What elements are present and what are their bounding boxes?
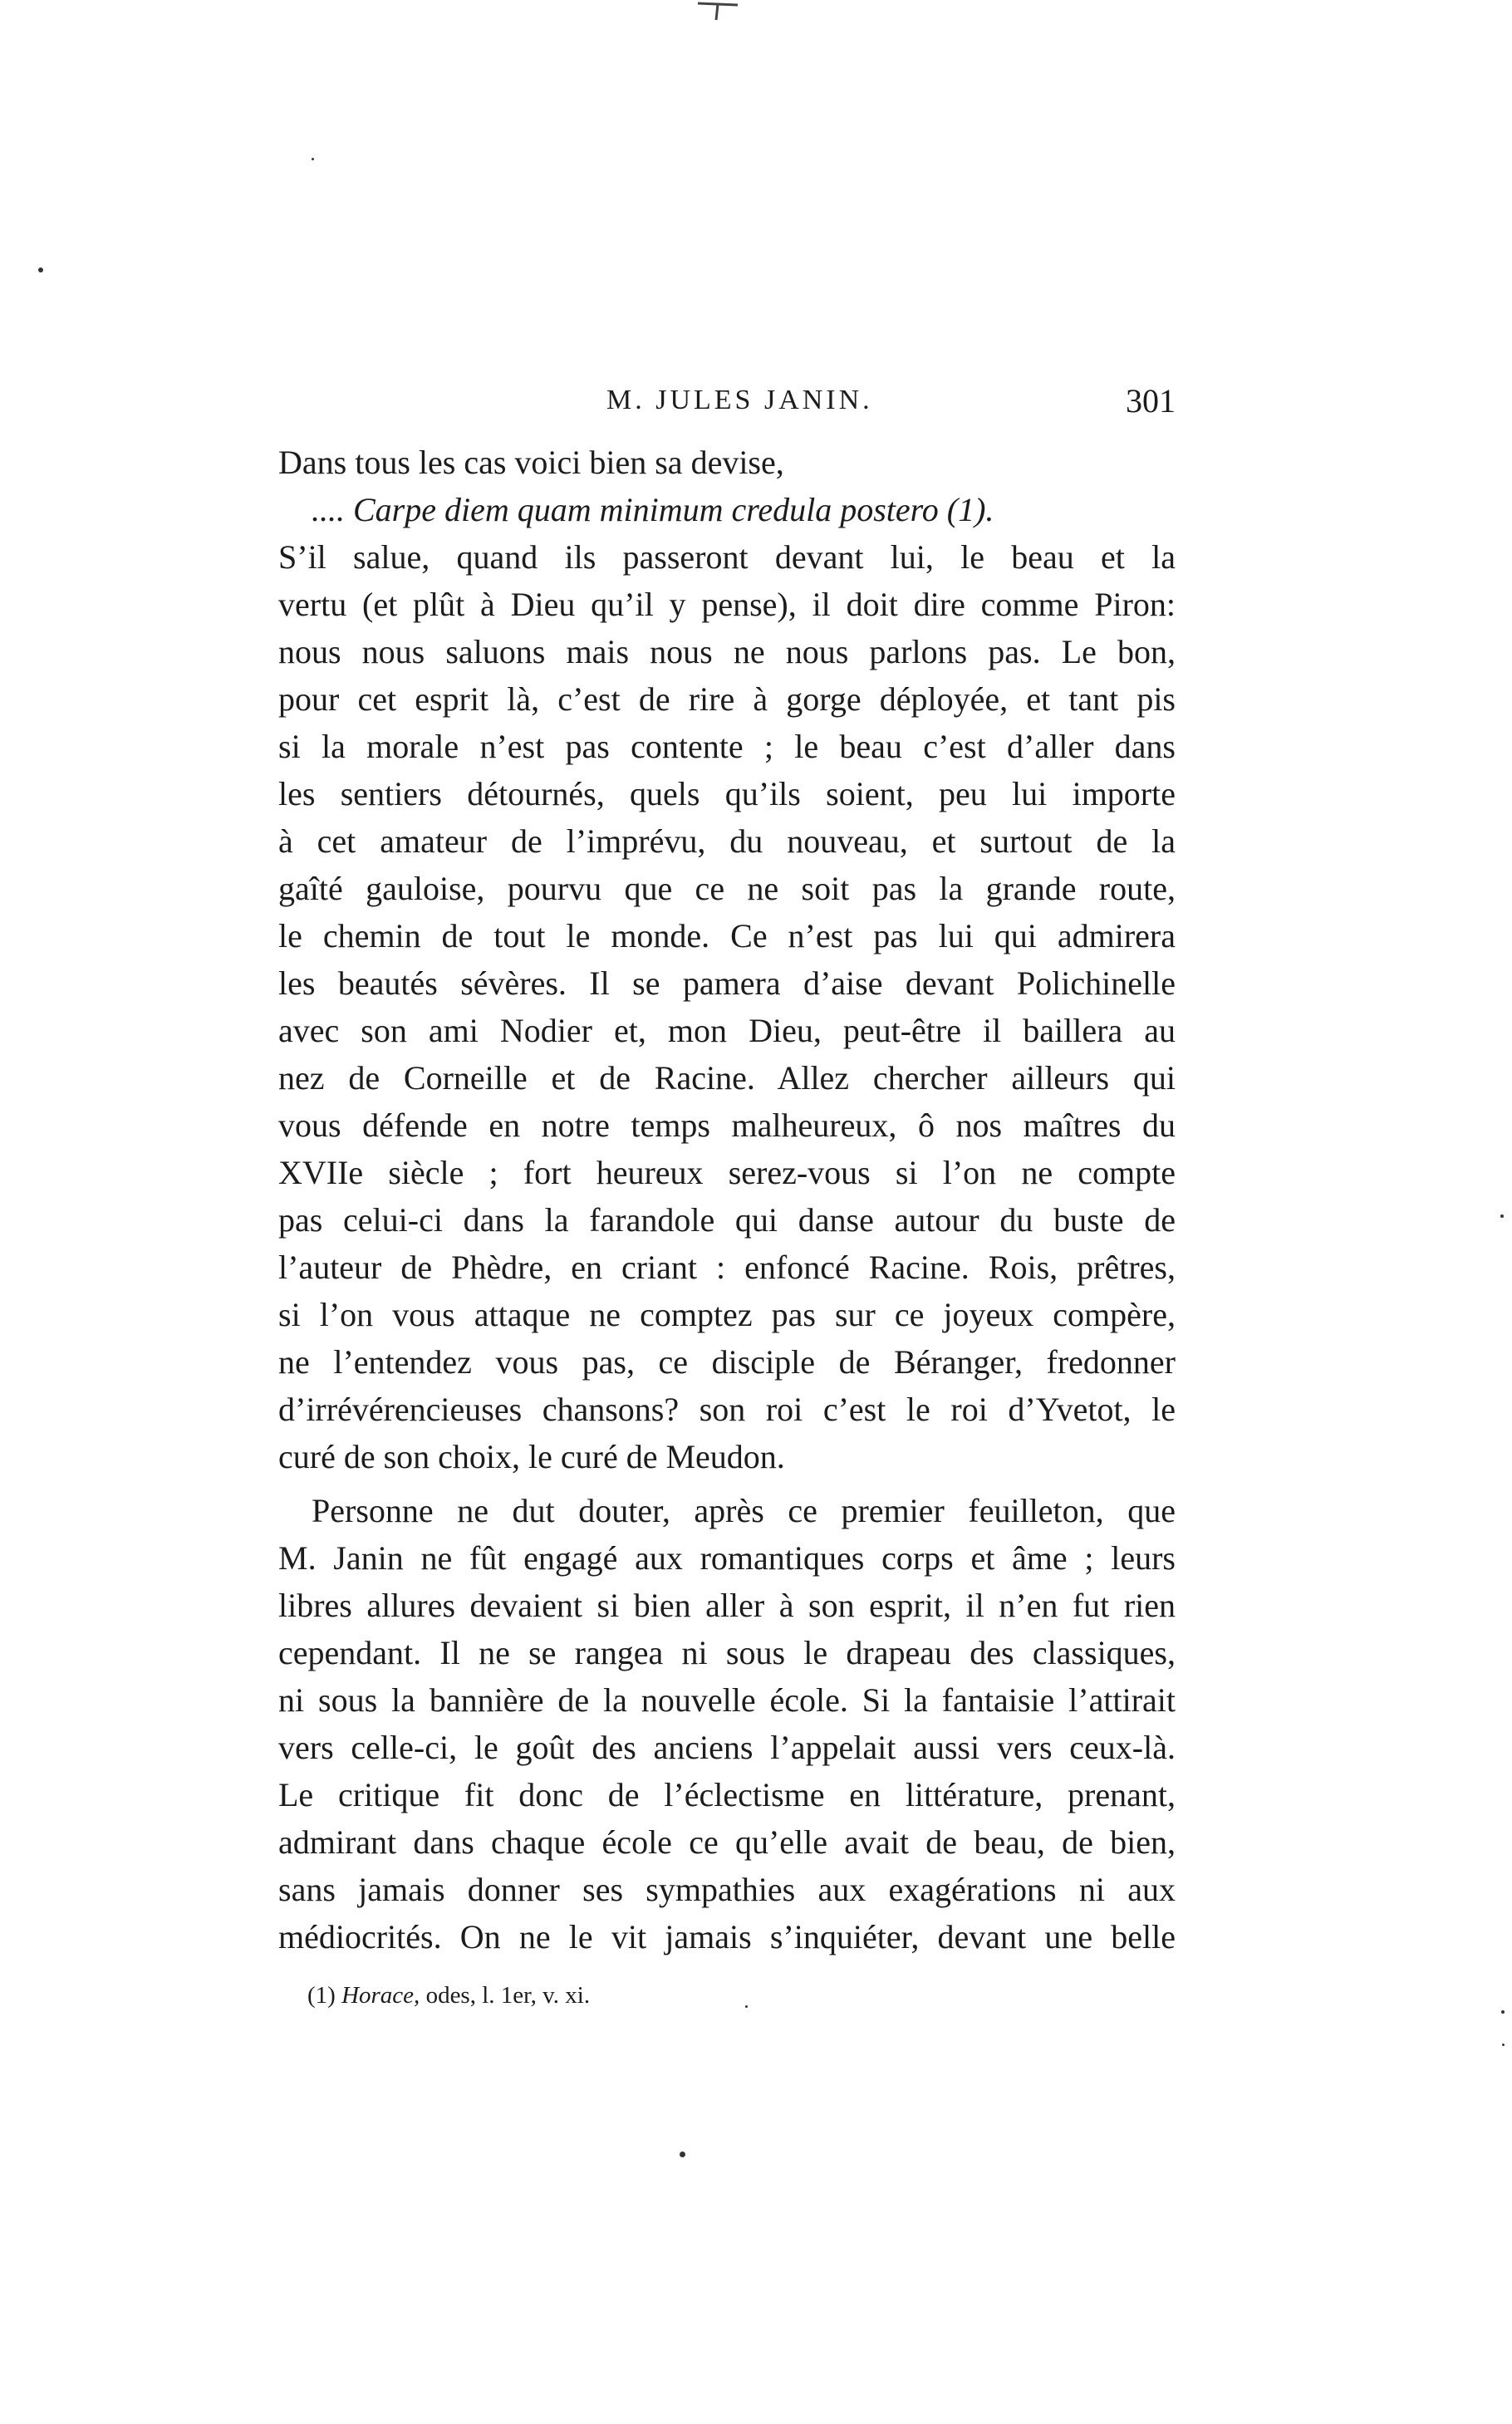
text-line: vers celle-ci, le goût des anciens l’appelait aussi vers ceux-là.	[278, 1729, 1176, 1766]
paper-speck	[1500, 1214, 1504, 1218]
footnote-marker: (1)	[307, 1982, 336, 2009]
page-number: 301	[1126, 382, 1176, 420]
paper-speck	[680, 2152, 685, 2157]
text-line: pour cet esprit là, c’est de rire à gorge déployée, et tant pis	[278, 680, 1176, 718]
text-line: d’irrévérencieuses chansons? son roi c’est le roi d’Yvetot, le	[278, 1391, 1176, 1428]
text-line: M. Janin ne fût engagé aux romantiques corps et âme ; leurs	[278, 1539, 1176, 1577]
text-line: vous défende en notre temps malheureux, ô nos maîtres du	[278, 1107, 1176, 1144]
text-line: gaîté gauloise, pourvu que ce ne soit pas la grande route,	[278, 870, 1176, 907]
text-line: curé de son choix, le curé de Meudon.	[278, 1438, 785, 1475]
text-line: nez de Corneille et de Racine. Allez chercher ailleurs qui	[278, 1059, 1176, 1097]
text-line: à cet amateur de l’imprévu, du nouveau, et surtout de la	[278, 822, 1176, 860]
paper-speck	[312, 158, 314, 160]
printers-mark	[696, 0, 742, 22]
text-line: nous nous saluons mais nous ne nous parlons pas. Le bon,	[278, 633, 1176, 670]
text-line: admirant dans chaque école ce qu’elle avait de beau, de bien,	[278, 1823, 1176, 1861]
paper-speck	[38, 267, 43, 272]
text-line: ni sous la bannière de la nouvelle école. Si la fantaisie l’attirait	[278, 1681, 1176, 1719]
text-line: ne l’entendez vous pas, ce disciple de Béranger, fredonner	[278, 1343, 1176, 1381]
paper-speck	[1501, 2010, 1505, 2014]
footnote	[307, 1979, 590, 2012]
text-line: Le critique fit donc de l’éclectisme en littérature, prenant,	[278, 1776, 1176, 1813]
epigraph-line: .... Carpe diem quam minimum credula postero (1).	[312, 491, 994, 528]
paper-speck	[1502, 2044, 1505, 2046]
text-line: pas celui-ci dans la farandole qui danse autour du buste de	[278, 1201, 1176, 1239]
text-line: si l’on vous attaque ne comptez pas sur ce joyeux compère,	[278, 1296, 1176, 1333]
text-line: avec son ami Nodier et, mon Dieu, peut-être il baillera au	[278, 1012, 1176, 1049]
footnote-author: Horace,	[341, 1982, 420, 2009]
footnote-reference: odes, l. 1er, v. xi.	[425, 1982, 591, 2009]
text-line: si la morale n’est pas contente ; le beau c’est d’aller dans	[278, 728, 1176, 765]
text-line: sans jamais donner ses sympathies aux exagérations ni aux	[278, 1871, 1176, 1908]
body-text	[278, 439, 1176, 1960]
text-line: vertu (et plût à Dieu qu’il y pense), il doit dire comme Piron:	[278, 586, 1176, 623]
text-line: libres allures devaient si bien aller à son esprit, il n’en fut rien	[278, 1587, 1176, 1624]
text-line: médiocrités. On ne le vit jamais s’inquiéter, devant une belle	[278, 1918, 1176, 1955]
text-line: cependant. Il ne se rangea ni sous le drapeau des classiques,	[278, 1634, 1176, 1671]
text-line: les sentiers détournés, quels qu’ils soient, peu lui importe	[278, 775, 1176, 812]
text-line: Dans tous les cas voici bien sa devise,	[278, 444, 784, 481]
running-title: M. JULES JANIN.	[606, 385, 873, 415]
paragraph-start-line: Personne ne dut douter, après ce premier feuilleton, que	[312, 1492, 1176, 1529]
text-line: le chemin de tout le monde. Ce n’est pas lui qui admirera	[278, 917, 1176, 954]
text-line: S’il salue, quand ils passeront devant lui, le beau et la	[278, 538, 1176, 576]
text-line: XVIIe siècle ; fort heureux serez-vous si l’on ne compte	[278, 1154, 1176, 1191]
paper-speck	[745, 2005, 748, 2008]
text-line: l’auteur de Phèdre, en criant : enfoncé Racine. Rois, prêtres,	[278, 1249, 1176, 1286]
text-line: les beautés sévères. Il se pamera d’aise devant Polichinelle	[278, 964, 1176, 1002]
running-head	[278, 382, 1176, 426]
